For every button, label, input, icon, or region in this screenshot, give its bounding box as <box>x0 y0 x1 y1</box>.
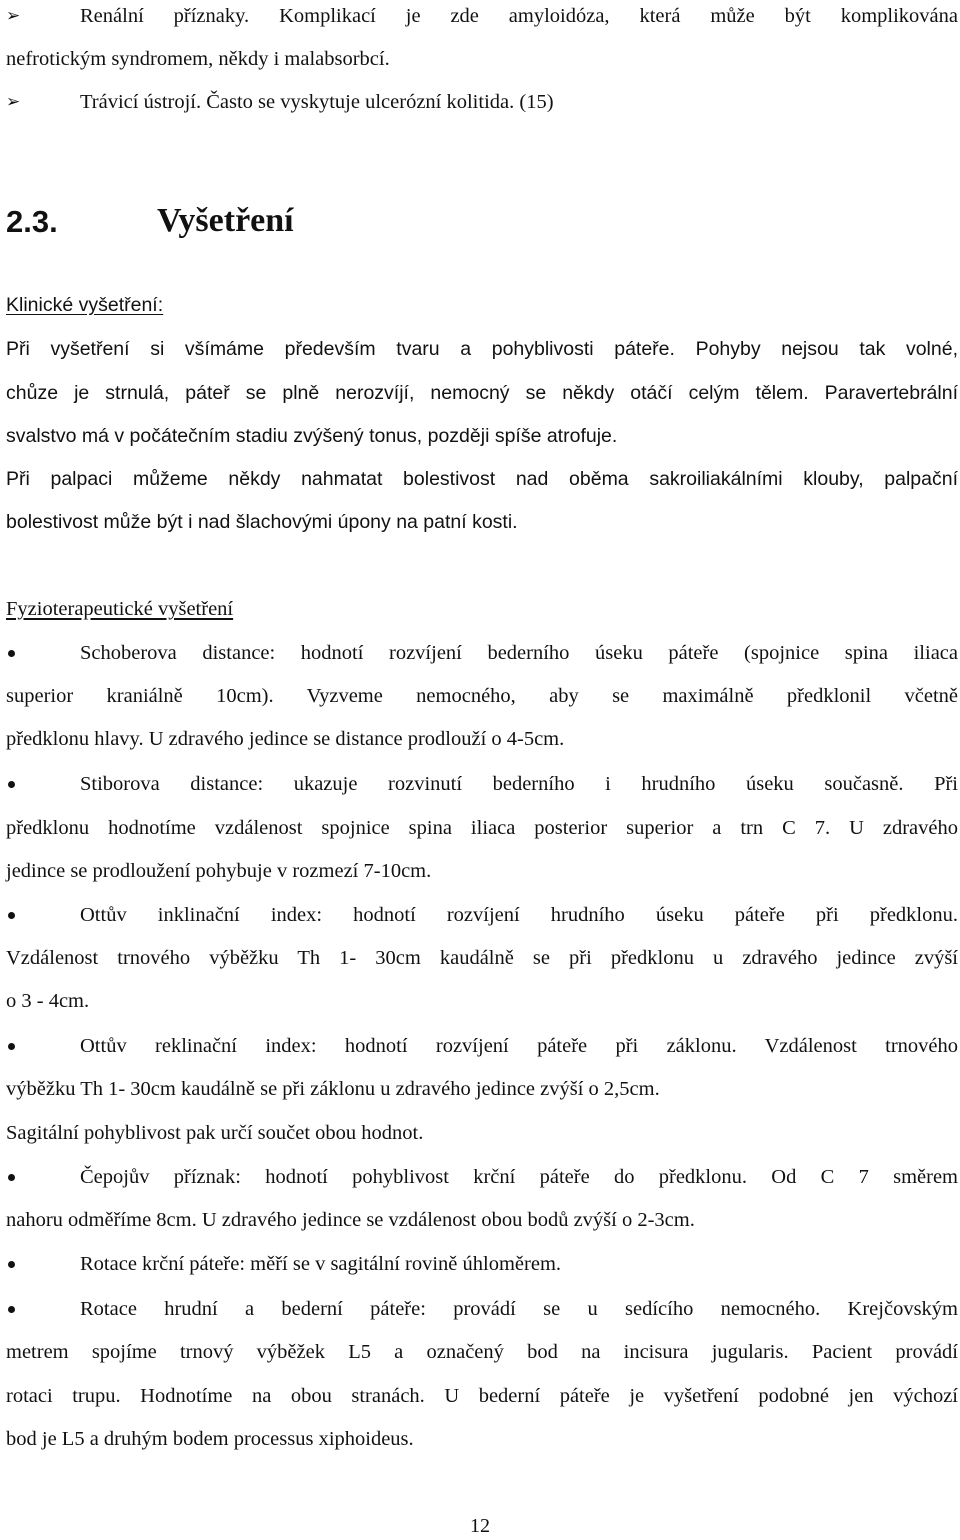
physio-heading: Fyzioterapeutické vyšetření <box>6 598 234 620</box>
list-item-line: rotaci trupu. Hodnotíme na obou stranách. U bederní páteře je vyšetření podobné jen výchozí <box>6 1385 958 1407</box>
paragraph-line: bolestivost může být i nad šlachovými úpony na patní kosti. <box>6 511 518 533</box>
list-item-line: Schoberova distance: hodnotí rozvíjení bederního úseku páteře (spojnice spina iliaca <box>80 642 958 664</box>
list-item-line: Ottův inklinační index: hodnotí rozvíjení hrudního úseku páteře při předklonu. <box>80 904 958 926</box>
bullet-dot-icon <box>8 650 15 657</box>
list-item-line: superior kraniálně 10cm). Vyzveme nemocného, aby se maximálně předklonil včetně <box>6 685 958 707</box>
list-item-line: bod je L5 a druhým bodem processus xiphoideus. <box>6 1428 414 1450</box>
paragraph-line: chůze je strnulá, páteř se plně nerozvíjí, nemocný se někdy otáčí celým tělem. Paravertebrální <box>6 382 958 404</box>
list-item-line: Rotace krční páteře: měří se v sagitální rovině úhloměrem. <box>80 1253 562 1275</box>
list-item-line: předklonu hodnotíme vzdálenost spojnice spina iliaca posterior superior a trn C 7. U zdravého <box>6 817 958 839</box>
list-item-line: Rotace hrudní a bederní páteře: provádí se u sedícího nemocného. Krejčovským <box>80 1298 958 1320</box>
clinical-heading: Klinické vyšetření: <box>6 294 164 316</box>
bullet-dot-icon <box>8 1306 15 1313</box>
list-item-line: nahoru odměříme 8cm. U zdravého jedince se vzdálenost obou bodů zvýší o 2-3cm. <box>6 1209 695 1231</box>
list-item-line: výběžku Th 1- 30cm kaudálně se při záklonu u zdravého jedince zvýší o 2,5cm. <box>6 1078 660 1100</box>
list-item-line: o 3 - 4cm. <box>6 990 90 1012</box>
list-item-line: Čepojův příznak: hodnotí pohyblivost krční páteře do předklonu. Od C 7 směrem <box>80 1166 958 1188</box>
bullet-dot-icon <box>8 781 15 788</box>
list-item-line: Renální příznaky. Komplikací je zde amyloidóza, která může být komplikována <box>80 5 958 27</box>
section-number: 2.3. <box>6 204 58 239</box>
list-item-line: Trávicí ústrojí. Často se vyskytuje ulcerózní kolitida. (15) <box>80 91 554 113</box>
list-item-line: Ottův reklinační index: hodnotí rozvíjení páteře při záklonu. Vzdálenost trnového <box>80 1035 958 1057</box>
list-item-line: metrem spojíme trnový výběžek L5 a označený bod na incisura jugularis. Pacient provádí <box>6 1341 958 1363</box>
list-item-line: jedince se prodloužení pohybuje v rozmezí 7-10cm. <box>6 860 432 882</box>
bullet-dot-icon <box>8 1174 15 1181</box>
bullet-dot-icon <box>8 1043 15 1050</box>
arrow-bullet-icon: ➢ <box>6 92 21 111</box>
bullet-dot-icon <box>8 1261 15 1268</box>
list-item-line: Vzdálenost trnového výběžku Th 1- 30cm kaudálně se při předklonu u zdravého jedince zvýší <box>6 947 958 969</box>
list-item-line: Sagitální pohyblivost pak určí součet obou hodnot. <box>6 1122 424 1144</box>
paragraph-line: Při vyšetření si všímáme především tvaru a pohyblivosti páteře. Pohyby nejsou tak volné, <box>6 338 958 360</box>
section-title: Vyšetření <box>157 202 294 239</box>
list-item-line: předklonu hlavy. U zdravého jedince se distance prodlouží o 4-5cm. <box>6 728 565 750</box>
list-item-line: Stiborova distance: ukazuje rozvinutí bederního i hrudního úseku současně. Při <box>80 773 958 795</box>
arrow-bullet-icon: ➢ <box>6 6 21 25</box>
list-item-line: nefrotickým syndromem, někdy i malabsorbcí. <box>6 48 390 70</box>
page-number: 12 <box>470 1515 490 1537</box>
paragraph-line: Při palpaci můžeme někdy nahmatat bolestivost nad oběma sakroiliakálními klouby, palpační <box>6 468 958 490</box>
paragraph-line: svalstvo má v počátečním stadiu zvýšený tonus, později spíše atrofuje. <box>6 425 618 447</box>
bullet-dot-icon <box>8 912 15 919</box>
